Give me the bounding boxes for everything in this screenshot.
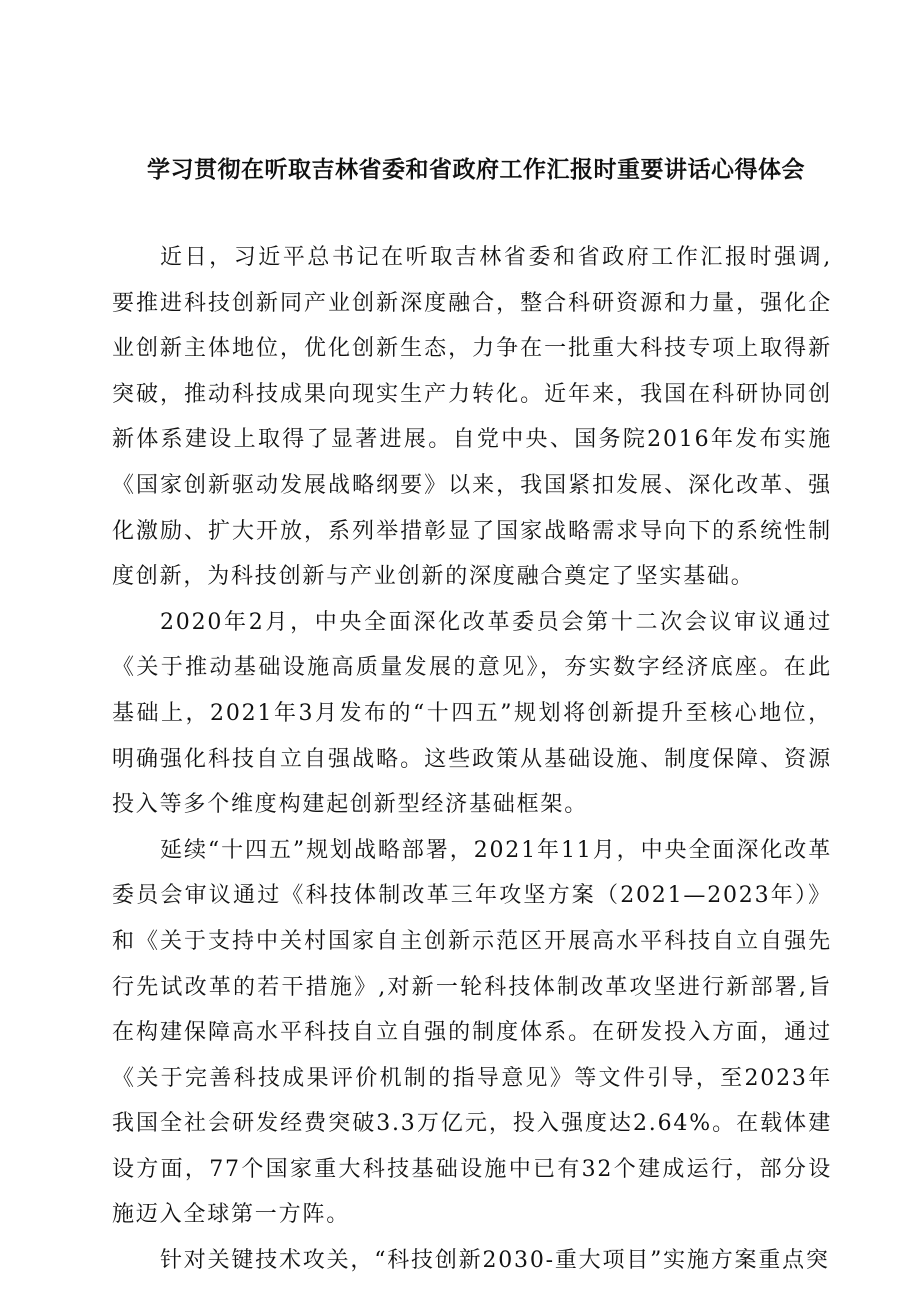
paragraph-3: 延续“十四五”规划战略部署，2021年11月，中央全面深化改革委员会审议通过《科技体制改革三年攻坚方案（2021—2023年）》和《关于支持中关村国家自主创新示范区开展高水平科技自立自强先行先试改革的若干措施》,对新一轮科技体制改革攻坚进行新部署,旨在构建保障高水平科技自立自强的制度体系。在研发投入方面，通过《关于完善科技成果评价机制的指导意见》等文件引导，至2023年我国全社会研发经费突破3.3万亿元，投入强度达2.64%。在载体建设方面，77个国家重大科技基础设施中已有32个建成运行，部分设施迈入全球第一方阵。 bbox=[112, 837, 832, 1228]
paragraph-1: 近日，习近平总书记在听取吉林省委和省政府工作汇报时强调,要推进科技创新同产业创新深度融合，整合科研资源和力量，强化企业创新主体地位，优化创新生态，力争在一批重大科技专项上取得新突破，推动科技成果向现实生产力转化。近年来，我国在科研协同创新体系建设上取得了显著进展。自党中央、国务院2016年发布实施《国家创新驱动发展战略纲要》以来，我国紧扣发展、深化改革、强化激励、扩大开放，系列举措彰显了国家战略需求导向下的系统性制度创新，为科技创新与产业创新的深度融合奠定了坚实基础。 bbox=[112, 245, 832, 590]
document-title: 学习贯彻在听取吉林省委和省政府工作汇报时重要讲话心得体会 bbox=[147, 157, 805, 183]
paragraph-2: 2020年2月，中央全面深化改革委员会第十二次会议审议通过《关于推动基础设施高质量发展的意见》，夯实数字经济底座。在此基础上，2021年3月发布的“十四五”规划将创新提升至核心地位，明确强化科技自立自强战略。这些政策从基础设施、制度保障、资源投入等多个维度构建起创新型经济基础框架。 bbox=[112, 609, 832, 818]
document-body bbox=[112, 235, 832, 1284]
paragraph-4: 针对关键技术攻关，“科技创新2030-重大项目”实施方案重点突 bbox=[160, 1248, 830, 1274]
